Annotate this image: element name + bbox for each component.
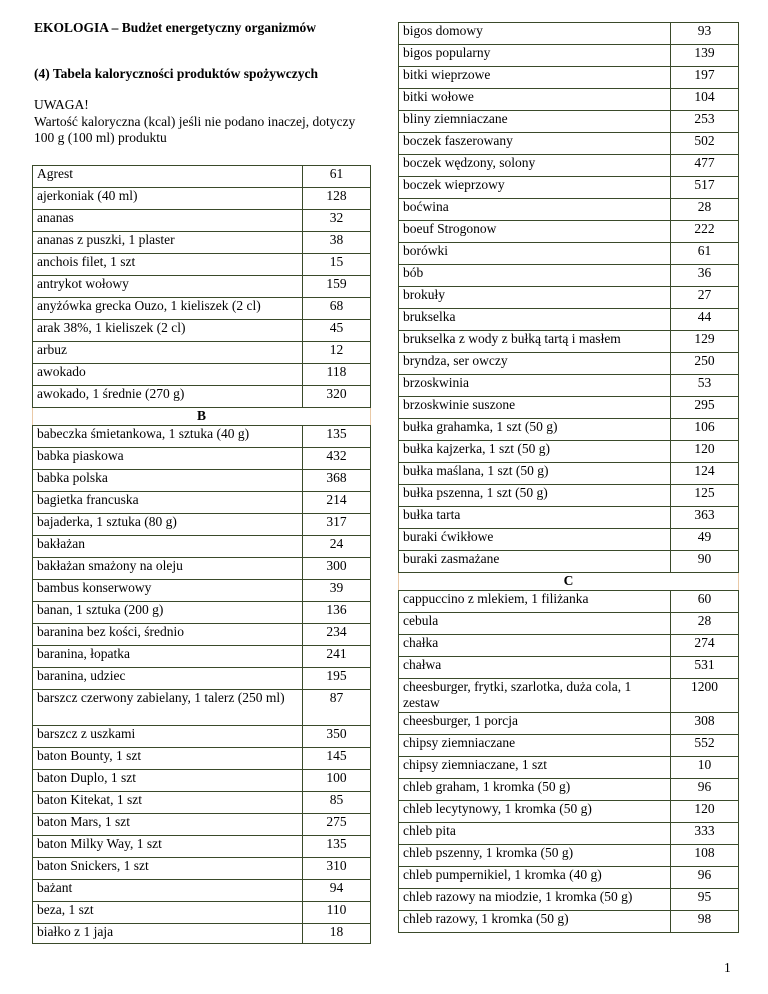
note-text: Wartość kaloryczna (kcal) jeśli nie podano inaczej, dotyczy 100 g (100 ml) produktu xyxy=(34,113,356,145)
table-row xyxy=(33,342,371,364)
kcal-value: 214 xyxy=(303,492,371,514)
table-row xyxy=(33,624,371,646)
product-name: bliny ziemniaczane xyxy=(399,111,671,133)
calorie-table-right-body xyxy=(399,23,739,933)
table-row xyxy=(33,188,371,210)
kcal-value: 120 xyxy=(671,801,739,823)
product-name: chleb pita xyxy=(399,823,671,845)
table-row xyxy=(399,353,739,375)
product-name: ananas xyxy=(33,210,303,232)
kcal-value: 60 xyxy=(671,591,739,613)
product-name: bigos popularny xyxy=(399,45,671,67)
table-row xyxy=(399,757,739,779)
table-subtitle: (4) Tabela kaloryczności produktów spożywczych xyxy=(34,66,319,81)
kcal-value: 363 xyxy=(671,507,739,529)
kcal-value: 275 xyxy=(303,814,371,836)
kcal-value: 45 xyxy=(303,320,371,342)
kcal-value: 310 xyxy=(303,858,371,880)
table-row xyxy=(33,902,371,924)
table-row xyxy=(399,419,739,441)
table-row xyxy=(33,924,371,944)
table-row xyxy=(399,889,739,911)
table-row xyxy=(399,911,739,933)
kcal-value: 104 xyxy=(671,89,739,111)
product-name: brzoskwinia xyxy=(399,375,671,397)
kcal-value: 128 xyxy=(303,188,371,210)
table-row xyxy=(33,210,371,232)
product-name: ananas z puszki, 1 plaster xyxy=(33,232,303,254)
kcal-value: 53 xyxy=(671,375,739,397)
table-row xyxy=(399,507,739,529)
kcal-value: 90 xyxy=(671,551,739,573)
kcal-value: 1200 xyxy=(671,679,739,713)
table-row xyxy=(399,155,739,177)
kcal-value: 61 xyxy=(303,166,371,188)
kcal-value: 61 xyxy=(671,243,739,265)
kcal-value: 24 xyxy=(303,536,371,558)
table-row xyxy=(33,536,371,558)
product-name: brzoskwinie suszone xyxy=(399,397,671,419)
product-name: bitki wołowe xyxy=(399,89,671,111)
page-number: 1 xyxy=(724,960,731,975)
kcal-value: 197 xyxy=(671,67,739,89)
note-heading: UWAGA! xyxy=(34,97,89,112)
table-row xyxy=(399,67,739,89)
product-name: arbuz xyxy=(33,342,303,364)
kcal-value: 195 xyxy=(303,668,371,690)
table-row xyxy=(399,221,739,243)
product-name: chałka xyxy=(399,635,671,657)
table-row xyxy=(399,779,739,801)
kcal-value: 295 xyxy=(671,397,739,419)
product-name: awokado, 1 średnie (270 g) xyxy=(33,386,303,408)
product-name: baton Kitekat, 1 szt xyxy=(33,792,303,814)
product-name: chipsy ziemniaczane xyxy=(399,735,671,757)
table-row xyxy=(399,265,739,287)
product-name: bryndza, ser owczy xyxy=(399,353,671,375)
product-name: babka piaskowa xyxy=(33,448,303,470)
section-letter: B xyxy=(33,408,371,426)
product-name: chleb lecytynowy, 1 kromka (50 g) xyxy=(399,801,671,823)
product-name: baton Mars, 1 szt xyxy=(33,814,303,836)
product-name: chleb razowy, 1 kromka (50 g) xyxy=(399,911,671,933)
note xyxy=(34,97,374,147)
kcal-value: 110 xyxy=(303,902,371,924)
kcal-value: 44 xyxy=(671,309,739,331)
table-row xyxy=(399,867,739,889)
table-row xyxy=(33,470,371,492)
table-row xyxy=(33,492,371,514)
product-name: brokuły xyxy=(399,287,671,309)
kcal-value: 274 xyxy=(671,635,739,657)
product-name: chipsy ziemniaczane, 1 szt xyxy=(399,757,671,779)
table-row xyxy=(33,580,371,602)
table-row xyxy=(399,823,739,845)
table-row xyxy=(33,166,371,188)
product-name: boeuf Strogonow xyxy=(399,221,671,243)
table-row xyxy=(33,514,371,536)
product-name: ajerkoniak (40 ml) xyxy=(33,188,303,210)
table-row xyxy=(399,591,739,613)
kcal-value: 333 xyxy=(671,823,739,845)
kcal-value: 38 xyxy=(303,232,371,254)
table-row xyxy=(33,276,371,298)
table-row xyxy=(399,133,739,155)
product-name: bitki wieprzowe xyxy=(399,67,671,89)
product-name: chałwa xyxy=(399,657,671,679)
product-name: bułka tarta xyxy=(399,507,671,529)
kcal-value: 135 xyxy=(303,836,371,858)
product-name: anyżówka grecka Ouzo, 1 kieliszek (2 cl) xyxy=(33,298,303,320)
product-name: babka polska xyxy=(33,470,303,492)
table-row xyxy=(399,485,739,507)
kcal-value: 517 xyxy=(671,177,739,199)
product-name: bułka grahamka, 1 szt (50 g) xyxy=(399,419,671,441)
table-row xyxy=(33,232,371,254)
kcal-value: 118 xyxy=(303,364,371,386)
table-row xyxy=(399,551,739,573)
table-row xyxy=(399,635,739,657)
product-name: banan, 1 sztuka (200 g) xyxy=(33,602,303,624)
product-name: bagietka francuska xyxy=(33,492,303,514)
section-letter: C xyxy=(399,573,739,591)
product-name: brukselka xyxy=(399,309,671,331)
kcal-value: 300 xyxy=(303,558,371,580)
table-row xyxy=(33,668,371,690)
table-row xyxy=(399,89,739,111)
product-name: baranina, łopatka xyxy=(33,646,303,668)
table-row xyxy=(33,364,371,386)
kcal-value: 68 xyxy=(303,298,371,320)
product-name: bajaderka, 1 sztuka (80 g) xyxy=(33,514,303,536)
product-name: brukselka z wody z bułką tartą i masłem xyxy=(399,331,671,353)
product-name: bambus konserwowy xyxy=(33,580,303,602)
table-row xyxy=(33,836,371,858)
table-row xyxy=(399,679,739,713)
section-header xyxy=(399,573,739,591)
product-name: chleb razowy na miodzie, 1 kromka (50 g) xyxy=(399,889,671,911)
kcal-value: 432 xyxy=(303,448,371,470)
kcal-value: 49 xyxy=(671,529,739,551)
kcal-value: 18 xyxy=(303,924,371,944)
table-row xyxy=(399,243,739,265)
kcal-value: 159 xyxy=(303,276,371,298)
product-name: baranina, udziec xyxy=(33,668,303,690)
kcal-value: 28 xyxy=(671,613,739,635)
calorie-table-left xyxy=(32,165,371,944)
kcal-value: 136 xyxy=(303,602,371,624)
kcal-value: 241 xyxy=(303,646,371,668)
kcal-value: 234 xyxy=(303,624,371,646)
document-title: EKOLOGIA – Budżet energetyczny organizmów xyxy=(34,20,316,35)
kcal-value: 85 xyxy=(303,792,371,814)
kcal-value: 145 xyxy=(303,748,371,770)
kcal-value: 100 xyxy=(303,770,371,792)
kcal-value: 350 xyxy=(303,726,371,748)
product-name: cebula xyxy=(399,613,671,635)
kcal-value: 10 xyxy=(671,757,739,779)
product-name: babeczka śmietankowa, 1 sztuka (40 g) xyxy=(33,426,303,448)
table-row xyxy=(399,45,739,67)
kcal-value: 120 xyxy=(671,441,739,463)
product-name: cheesburger, 1 porcja xyxy=(399,713,671,735)
table-row xyxy=(33,814,371,836)
table-row xyxy=(399,397,739,419)
kcal-value: 15 xyxy=(303,254,371,276)
product-name: baranina bez kości, średnio xyxy=(33,624,303,646)
product-name: boczek wędzony, solony xyxy=(399,155,671,177)
kcal-value: 139 xyxy=(671,45,739,67)
table-row xyxy=(399,331,739,353)
table-row xyxy=(33,426,371,448)
table-row xyxy=(399,463,739,485)
product-name: chleb pumpernikiel, 1 kromka (40 g) xyxy=(399,867,671,889)
kcal-value: 27 xyxy=(671,287,739,309)
table-row xyxy=(399,657,739,679)
product-name: anchois filet, 1 szt xyxy=(33,254,303,276)
table-row xyxy=(33,690,371,726)
kcal-value: 87 xyxy=(303,690,371,726)
table-row xyxy=(33,748,371,770)
product-name: Agrest xyxy=(33,166,303,188)
table-row xyxy=(399,713,739,735)
table-row xyxy=(399,111,739,133)
table-row xyxy=(33,726,371,748)
product-name: beza, 1 szt xyxy=(33,902,303,924)
product-name: buraki ćwikłowe xyxy=(399,529,671,551)
table-row xyxy=(33,602,371,624)
product-name: boćwina xyxy=(399,199,671,221)
product-name: boczek faszerowany xyxy=(399,133,671,155)
kcal-value: 477 xyxy=(671,155,739,177)
product-name: baton Milky Way, 1 szt xyxy=(33,836,303,858)
kcal-value: 96 xyxy=(671,779,739,801)
table-row xyxy=(399,801,739,823)
table-row xyxy=(399,613,739,635)
product-name: chleb pszenny, 1 kromka (50 g) xyxy=(399,845,671,867)
kcal-value: 96 xyxy=(671,867,739,889)
kcal-value: 250 xyxy=(671,353,739,375)
kcal-value: 36 xyxy=(671,265,739,287)
product-name: baton Bounty, 1 szt xyxy=(33,748,303,770)
product-name: cheesburger, frytki, szarlotka, duża cola, 1 zestaw xyxy=(399,679,671,713)
product-name: awokado xyxy=(33,364,303,386)
kcal-value: 531 xyxy=(671,657,739,679)
kcal-value: 93 xyxy=(671,23,739,45)
table-row xyxy=(399,529,739,551)
kcal-value: 95 xyxy=(671,889,739,911)
table-row xyxy=(33,880,371,902)
product-name: boczek wieprzowy xyxy=(399,177,671,199)
kcal-value: 502 xyxy=(671,133,739,155)
table-row xyxy=(399,375,739,397)
product-name: bigos domowy xyxy=(399,23,671,45)
kcal-value: 108 xyxy=(671,845,739,867)
table-row xyxy=(33,386,371,408)
kcal-value: 28 xyxy=(671,199,739,221)
table-row xyxy=(399,199,739,221)
table-row xyxy=(399,735,739,757)
kcal-value: 253 xyxy=(671,111,739,133)
product-name: chleb graham, 1 kromka (50 g) xyxy=(399,779,671,801)
table-row xyxy=(33,448,371,470)
product-name: baton Duplo, 1 szt xyxy=(33,770,303,792)
kcal-value: 124 xyxy=(671,463,739,485)
product-name: antrykot wołowy xyxy=(33,276,303,298)
table-row xyxy=(33,298,371,320)
table-row xyxy=(33,558,371,580)
product-name: bób xyxy=(399,265,671,287)
kcal-value: 106 xyxy=(671,419,739,441)
kcal-value: 552 xyxy=(671,735,739,757)
kcal-value: 222 xyxy=(671,221,739,243)
kcal-value: 368 xyxy=(303,470,371,492)
table-row xyxy=(399,287,739,309)
product-name: bułka pszenna, 1 szt (50 g) xyxy=(399,485,671,507)
kcal-value: 308 xyxy=(671,713,739,735)
table-row xyxy=(33,858,371,880)
kcal-value: 129 xyxy=(671,331,739,353)
product-name: buraki zasmażane xyxy=(399,551,671,573)
product-name: baton Snickers, 1 szt xyxy=(33,858,303,880)
product-name: borówki xyxy=(399,243,671,265)
table-row xyxy=(33,646,371,668)
product-name: barszcz z uszkami xyxy=(33,726,303,748)
table-row xyxy=(399,441,739,463)
table-row xyxy=(399,309,739,331)
kcal-value: 317 xyxy=(303,514,371,536)
table-row xyxy=(399,23,739,45)
kcal-value: 320 xyxy=(303,386,371,408)
product-name: arak 38%, 1 kieliszek (2 cl) xyxy=(33,320,303,342)
kcal-value: 39 xyxy=(303,580,371,602)
table-row xyxy=(33,792,371,814)
table-row xyxy=(399,177,739,199)
section-header xyxy=(33,408,371,426)
product-name: bułka maślana, 1 szt (50 g) xyxy=(399,463,671,485)
table-row xyxy=(399,845,739,867)
product-name: cappuccino z mlekiem, 1 filiżanka xyxy=(399,591,671,613)
table-row xyxy=(33,320,371,342)
table-row xyxy=(33,770,371,792)
kcal-value: 125 xyxy=(671,485,739,507)
calorie-table-right xyxy=(398,22,739,933)
product-name: bażant xyxy=(33,880,303,902)
product-name: bakłażan xyxy=(33,536,303,558)
table-row xyxy=(33,254,371,276)
product-name: bakłażan smażony na oleju xyxy=(33,558,303,580)
calorie-table-left-body xyxy=(33,166,371,944)
product-name: barszcz czerwony zabielany, 1 talerz (250 ml) xyxy=(33,690,303,726)
kcal-value: 98 xyxy=(671,911,739,933)
kcal-value: 135 xyxy=(303,426,371,448)
kcal-value: 94 xyxy=(303,880,371,902)
product-name: białko z 1 jaja xyxy=(33,924,303,944)
product-name: bułka kajzerka, 1 szt (50 g) xyxy=(399,441,671,463)
kcal-value: 32 xyxy=(303,210,371,232)
kcal-value: 12 xyxy=(303,342,371,364)
